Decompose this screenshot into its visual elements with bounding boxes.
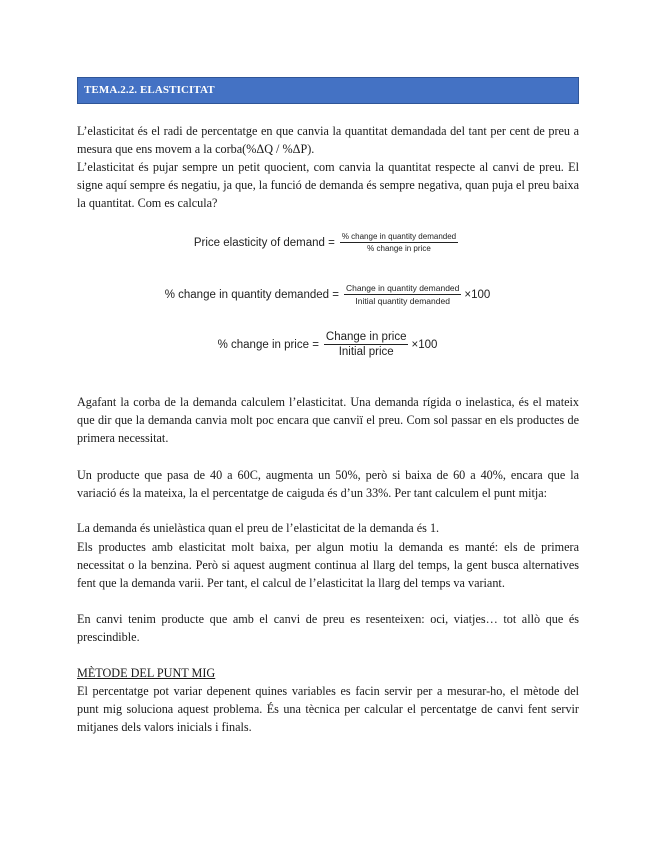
paragraph-low-elasticity: Els productes amb elasticitat molt baixa, per algun motiu la demanda es manté: els de primera necessitat o la benzina. Però si aquest augment continua al llarg del temps, la gent busca alternatives fent que la demanda varii. Per tant, el calcul de l’elasticitat la llarg del temps va variant.	[77, 540, 579, 590]
formula-price-elasticity	[0, 232, 655, 253]
paragraph-rigid-demand: Agafant la corba de la demanda calculem l’elasticitat. Una demanda rígida o inelastica, és el mateix que dir que la demanda canvia molt poc encara que canviï el preu. Com sol passar en els productes de primera necessitat.	[77, 395, 579, 445]
section-title: TEMA.2.2. ELASTICITAT	[77, 77, 579, 104]
formula-quantity-change	[0, 283, 655, 306]
formula-denominator: Initial quantity demanded	[355, 296, 450, 306]
formula-numerator: Change in price	[325, 331, 407, 343]
paragraph-midpoint: El percentatge pot variar depenent quines variables es facin servir per a mesurar-ho, el mètode del punt mig soluciona aquest problema. És una tècnica per calcular el percentatge de canvi fent servir mitjanes dels valors inicials i finals.	[77, 684, 579, 734]
formula-lhs: % change in quantity demanded =	[164, 288, 339, 301]
formula-multiplier: ×100	[464, 288, 491, 301]
formula-fraction	[344, 283, 461, 306]
paragraph-example: Un producte que pasa de 40 a 60C, augmenta un 50%, però si baixa de 60 a 40%, encara que la variació és la mateixa, la el percentatge de caiguda és d’un 33%. Per tant calculem el punt mitja:	[77, 468, 579, 500]
paragraph-dispensable: En canvi tenim producte que amb el canvi de preu es resenteixen: oci, viatjes… tot allò que és prescindible.	[77, 612, 579, 644]
formula-lhs: % change in price =	[217, 338, 319, 351]
formula-numerator: % change in quantity demanded	[341, 232, 457, 241]
formula-numerator: Change in quantity demanded	[345, 283, 460, 293]
formula-denominator: Initial price	[338, 346, 394, 358]
formula-price-change	[0, 331, 655, 358]
formula-multiplier: ×100	[411, 338, 438, 351]
formula-denominator: % change in price	[367, 244, 431, 253]
subheading-midpoint-method: MÈTODE DEL PUNT MIG	[77, 666, 216, 680]
formula-fraction	[324, 331, 409, 358]
paragraph-definition: L’elasticitat és el radi de percentatge en que canvia la quantitat demandada del tant per cent de preu a mesura que ens movem a la corba(%ΔQ / %ΔP).	[77, 124, 579, 156]
paragraph-unitary: La demanda és unielàstica quan el preu de l’elasticitat de la demanda és 1.	[77, 521, 440, 535]
formula-lhs: Price elasticity of demand =	[193, 236, 335, 249]
paragraph-quotient: L’elasticitat és pujar sempre un petit quocient, com canvia la quantitat respecte al canvi de preu. El signe aquí sempre és negatiu, ja que, la funció de demanda és sempre negativa, quan puja el preu baixa la quantitat. Com es calcula?	[77, 160, 579, 210]
formula-fraction	[340, 232, 458, 253]
